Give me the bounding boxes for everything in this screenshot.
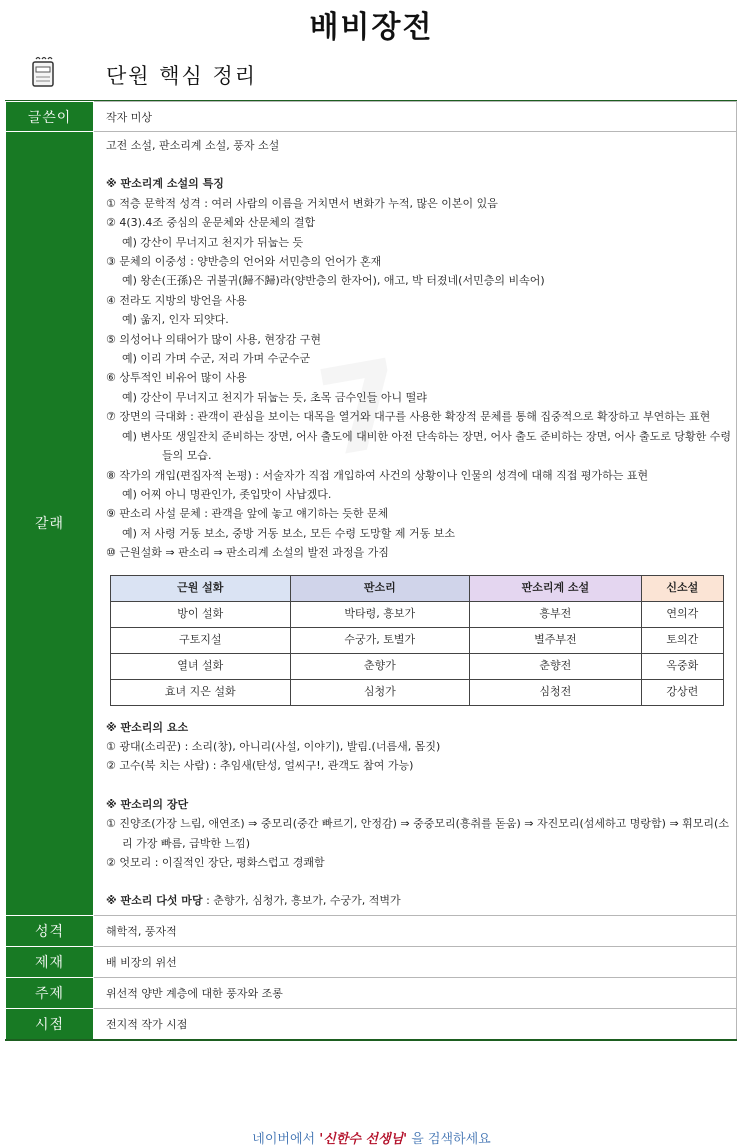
table-cell: 열녀 설화 bbox=[111, 653, 291, 679]
table-cell: 춘향가 bbox=[290, 653, 470, 679]
text-line: ② 엇모리 : 이질적인 장단, 평화스럽고 경쾌함 bbox=[106, 855, 325, 869]
text-line: ⑩ 근원설화 ⇒ 판소리 ⇒ 판소리계 소설의 발전 과정을 가짐 bbox=[106, 546, 389, 560]
example-line: 예) 변사또 생일잔치 준비하는 장면, 어사 출도에 대비한 아전 단속하는 장면, 어사 출도 준비하는 장면, 어사 출도로 당황한 수령들의 모습. bbox=[122, 429, 732, 463]
divider bbox=[5, 1039, 737, 1041]
text-line: ① 진양조(가장 느림, 애연조) ⇒ 중모리(중간 빠르기, 안정감) ⇒ 중중모리(흥취를 돋움) ⇒ 자진모리(섬세하고 명랑함) ⇒ 휘모리(소리 가장 빠름, 급박한 느낌) bbox=[106, 817, 729, 850]
text-line: ① 적층 문학적 성격 : 여러 사람의 이름을 거치면서 변화가 누적, 많은 이본이 있음 bbox=[106, 196, 498, 210]
footer-suffix: 을 검색하세요 bbox=[407, 1132, 491, 1147]
example-line: 예) 저 사령 거동 보소, 중방 거동 보소, 모든 수령 도망할 제 거동 보소 bbox=[122, 526, 456, 540]
section-heading: ※ 판소리의 장단 bbox=[106, 797, 189, 811]
development-table bbox=[110, 575, 724, 706]
table-row bbox=[6, 915, 737, 946]
table-row bbox=[6, 977, 737, 1008]
column-header: 근원 설화 bbox=[111, 575, 291, 601]
section-heading: ※ 판소리의 요소 bbox=[106, 720, 189, 734]
row-value: 해학적, 풍자적 bbox=[94, 915, 737, 946]
text-line: ⑥ 상투적인 비유어 많이 사용 bbox=[106, 371, 247, 385]
column-header: 판소리 bbox=[290, 575, 470, 601]
example-line: 예) 왕손(王孫)은 귀불귀(歸不歸)라(양반층의 한자어), 애고, 박 터졌네(서민층의 비속어) bbox=[122, 274, 545, 288]
row-label: 성격 bbox=[6, 915, 94, 946]
text-line: ⑤ 의성어나 의태어가 많이 사용, 현장감 구현 bbox=[106, 332, 321, 346]
page-title: 배비장전 bbox=[309, 10, 434, 45]
table-row bbox=[6, 1008, 737, 1039]
table-row bbox=[6, 102, 737, 132]
row-label: 글쓴이 bbox=[6, 102, 94, 132]
table-cell: 심청전 bbox=[470, 679, 642, 705]
table-cell: 연의각 bbox=[641, 601, 723, 627]
example-line: 예) 강산이 무너지고 천지가 뒤눕는 듯, 초목 금수인들 아니 떨랴 bbox=[122, 390, 427, 404]
text-line: ⑨ 판소리 사설 문체 : 관객을 앞에 놓고 얘기하는 듯한 문체 bbox=[106, 507, 389, 521]
row-label: 주제 bbox=[6, 977, 94, 1008]
row-value: 배 비장의 위선 bbox=[94, 946, 737, 977]
example-line: 예) 이리 가며 수군, 저리 가며 수군수군 bbox=[122, 352, 311, 366]
text-value: : 춘향가, 심청가, 흥보가, 수궁가, 적벽가 bbox=[202, 894, 401, 908]
section-heading: ※ 판소리계 소설의 특징 bbox=[106, 177, 224, 191]
table-row bbox=[111, 653, 724, 679]
section-title: 단원 핵심 정리 bbox=[106, 64, 258, 88]
text-line: ② 고수(북 치는 사람) : 추임새(탄성, 얼씨구!, 관객도 참여 가능) bbox=[106, 759, 414, 773]
notebook-icon bbox=[26, 56, 60, 90]
table-header-row bbox=[111, 575, 724, 601]
column-header: 신소설 bbox=[641, 575, 723, 601]
five-madang-line bbox=[106, 891, 735, 910]
spacer bbox=[106, 872, 735, 891]
table-cell: 춘향전 bbox=[470, 653, 642, 679]
genre-cell bbox=[94, 132, 737, 916]
example-line: 예) 욺지, 인자 되얏다. bbox=[122, 313, 229, 327]
example-line: 예) 어찌 아니 명관인가, 좃입맛이 사납겠다. bbox=[122, 487, 332, 501]
column-header: 판소리계 소설 bbox=[470, 575, 642, 601]
row-label: 제재 bbox=[6, 946, 94, 977]
table-row bbox=[111, 627, 724, 653]
row-value: 전지적 작가 시점 bbox=[94, 1008, 737, 1039]
table-cell: 구토지설 bbox=[111, 627, 291, 653]
footer bbox=[0, 1128, 743, 1147]
text-line: ④ 전라도 지방의 방언을 사용 bbox=[106, 293, 247, 307]
table-cell: 별주부전 bbox=[470, 627, 642, 653]
row-value: 작자 미상 bbox=[94, 102, 737, 132]
table-cell: 박타령, 흥보가 bbox=[290, 601, 470, 627]
example-line: 예) 강산이 무너지고 천지가 뒤눕는 듯 bbox=[122, 235, 304, 249]
table-cell: 강상련 bbox=[641, 679, 723, 705]
table-cell: 흥부전 bbox=[470, 601, 642, 627]
text-line: ⑧ 작가의 개입(편집자적 논평) : 서술자가 직접 개입하여 사건의 상황이나 인물의 성격에 대해 직접 평가하는 표현 bbox=[106, 468, 649, 482]
table-cell: 토의간 bbox=[641, 627, 723, 653]
text-line: ③ 문체의 이중성 : 양반층의 언어와 서민층의 언어가 혼재 bbox=[106, 255, 382, 269]
table-cell: 수궁가, 토별가 bbox=[290, 627, 470, 653]
table-cell: 옥중화 bbox=[641, 653, 723, 679]
text-line: ⑦ 장면의 극대화 : 관객이 관심을 보이는 대목을 열거와 대구를 사용한 확장적 문체를 통해 집중적으로 확장하고 부연하는 표현 bbox=[106, 410, 711, 424]
table-cell: 심청가 bbox=[290, 679, 470, 705]
section-header bbox=[26, 52, 726, 92]
summary-table bbox=[5, 101, 737, 1040]
text-line: 고전 소설, 판소리계 소설, 풍자 소설 bbox=[106, 139, 280, 152]
footer-prefix: 네이버에서 bbox=[252, 1132, 320, 1147]
table-row bbox=[111, 601, 724, 627]
table-cell: 효녀 지은 설화 bbox=[111, 679, 291, 705]
spacer bbox=[106, 155, 735, 174]
table-row bbox=[111, 679, 724, 705]
table-cell: 방이 설화 bbox=[111, 601, 291, 627]
table-row bbox=[6, 132, 737, 916]
text-line: ① 광대(소리꾼) : 소리(창), 아니리(사설, 이야기), 발림.(너름새, 몸짓) bbox=[106, 739, 441, 753]
row-value: 위선적 양반 계층에 대한 풍자와 조롱 bbox=[94, 977, 737, 1008]
row-label: 갈래 bbox=[6, 132, 94, 916]
footer-highlight: '신한수 선생님' bbox=[319, 1132, 408, 1147]
table-row bbox=[6, 946, 737, 977]
row-label: 시점 bbox=[6, 1008, 94, 1039]
spacer bbox=[106, 776, 735, 795]
section-heading: ※ 판소리 다섯 마당 bbox=[106, 894, 203, 908]
text-line: ② 4(3).4조 중심의 운문체와 산문체의 결합 bbox=[106, 216, 316, 230]
